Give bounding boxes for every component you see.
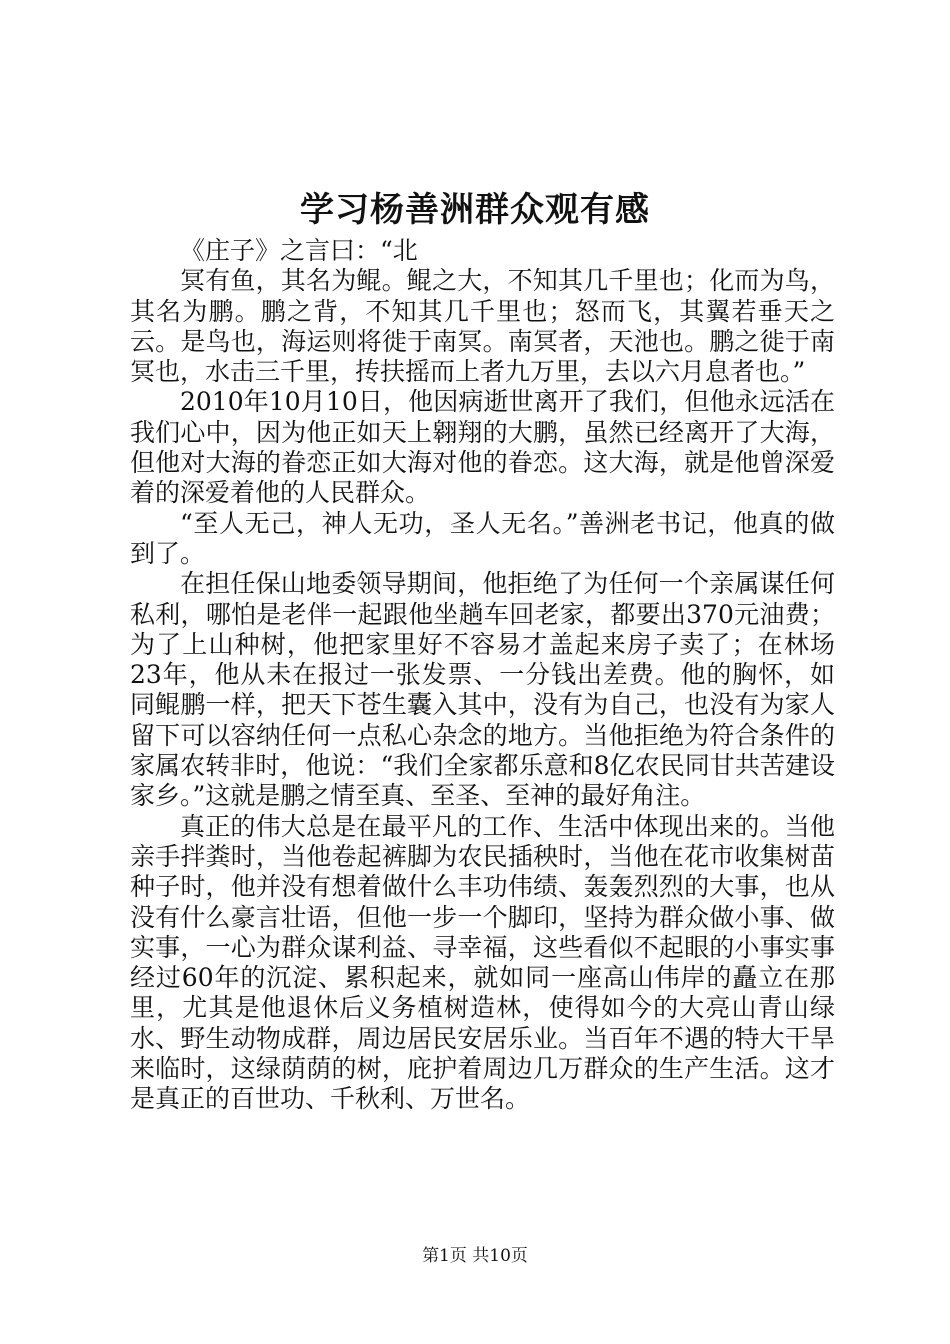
paragraph: 冥有鱼，其名为鲲。鲲之大，不知其几千里也；化而为鸟，其名为鹏。鹏之背，不知其几千里也；怒而飞，其翼若垂天之云。是鸟也，海运则将徙于南冥。南冥者，天池也。鹏之徙于南冥也，水击三千里，抟扶摇而上者九万里，去以六月息者也。”	[130, 266, 835, 387]
document-title: 学习杨善洲群众观有感	[300, 190, 650, 230]
paragraph: 真正的伟大总是在最平凡的工作、生活中体现出来的。当他亲手拌粪时，当他卷起裤脚为农民插秧时，当他在花市收集树苗种子时，他并没有想着做什么丰功伟绩、轰轰烈烈的大事，也从没有什么豪言壮语，但他一步一个脚印，坚持为群众做小事、做实事，一心为群众谋利益、寻幸福，这些看似不起眼的小事实事经过60年的沉淀、累积起来，就如同一座高山伟岸的矗立在那里，尤其是他退休后义务植树造林，使得如今的大亮山青山绿水、野生动物成群，周边居民安居乐业。当百年不遇的特大干旱来临时，这绿荫荫的树，庇护着周边几万群众的生产生活。这才是真正的百世功、千秋利、万世名。	[130, 811, 835, 1114]
document-body	[130, 236, 835, 1115]
paragraph: “至人无己，神人无功，圣人无名。”善洲老书记，他真的做到了。	[130, 508, 835, 568]
paragraph: 《庄子》之言曰：“北	[180, 236, 418, 265]
paragraph: 2010年10月10日，他因病逝世离开了我们，但他永远活在我们心中，因为他正如天上翱翔的大鹏，虽然已经离开了大海，但他对大海的眷恋正如大海对他的眷恋。这大海，就是他曾深爱着的深爱着他的人民群众。	[130, 387, 835, 508]
paragraph: 在担任保山地委领导期间，他拒绝了为任何一个亲属谋任何私利，哪怕是老伴一起跟他坐趟车回老家，都要出370元油费；为了上山种树，他把家里好不容易才盖起来房子卖了；在林场23年，他从未在报过一张发票、一分钱出差费。他的胸怀，如同鲲鹏一样，把天下苍生囊入其中，没有为自己，也没有为家人留下可以容纳任何一点私心杂念的地方。当他拒绝为符合条件的家属农转非时，他说：“我们全家都乐意和8亿农民同甘共苦建设家乡。”这就是鹏之情至真、至圣、至神的最好角注。	[130, 569, 835, 811]
page-footer: 第1页 共10页	[422, 1246, 528, 1266]
